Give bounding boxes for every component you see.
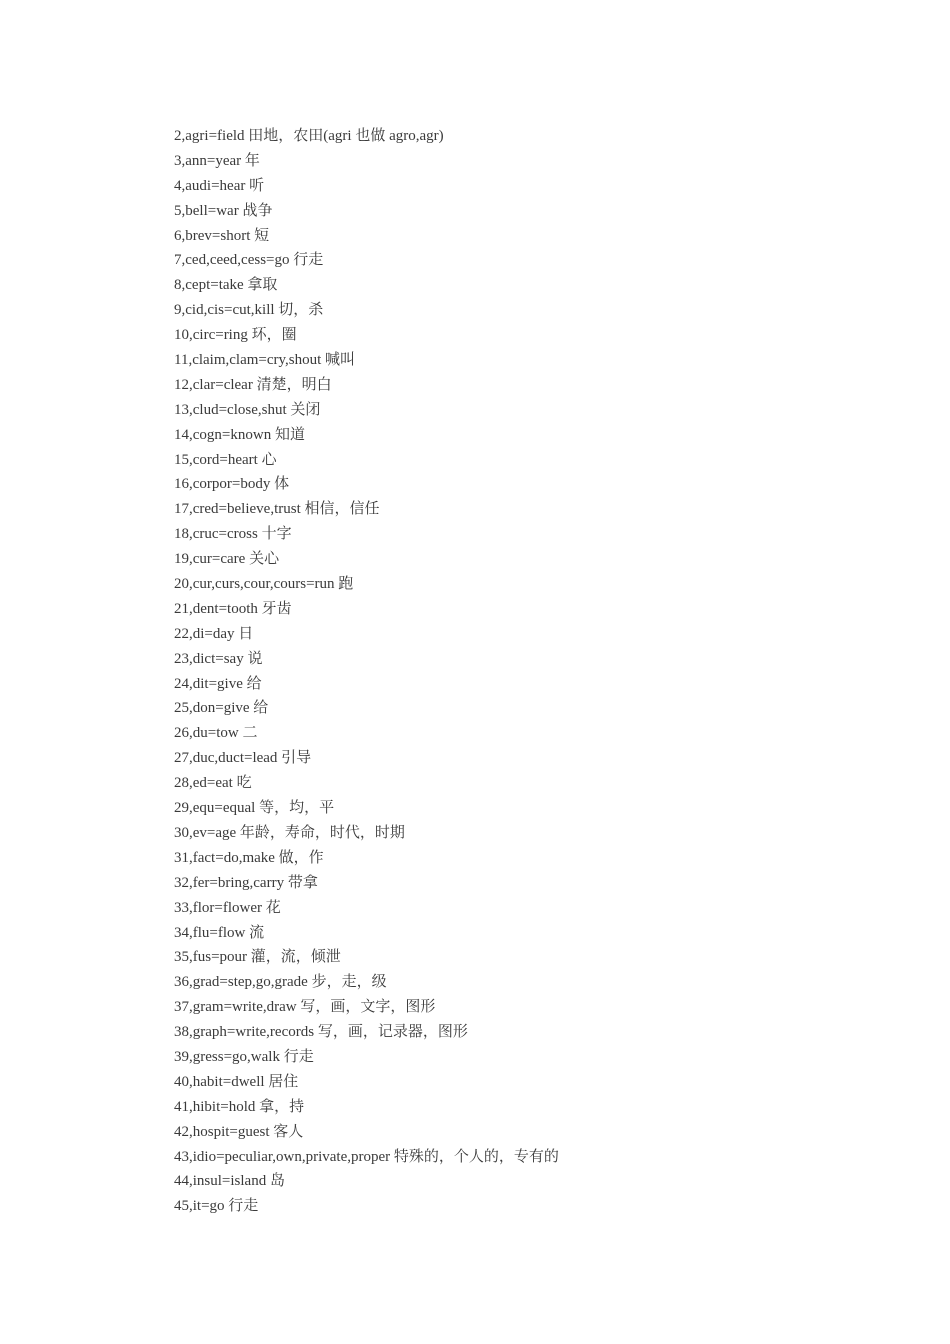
list-item: 22,di=day 日 [174,625,254,642]
list-item: 8,cept=take 拿取 [174,277,278,294]
list-item: 40,habit=dwell 居住 [174,1073,299,1090]
list-item: 26,du=tow 二 [174,725,258,742]
list-item: 25,don=give 给 [174,700,269,717]
list-item: 36,grad=step,go,grade 步，走，级 [174,974,387,991]
list-item: 2,agri=field 田地，农田(agri 也做 agro,agr) [174,128,444,144]
list-item: 13,clud=close,shut 关闭 [174,401,321,418]
list-item: 12,clar=clear 清楚，明白 [174,376,332,393]
list-item: 39,gress=go,walk 行走 [174,1048,314,1065]
list-item: 31,fact=do,make 做，作 [174,849,324,866]
list-item: 32,fer=bring,carry 带拿 [174,874,318,891]
list-item: 33,flor=flower 花 [174,899,281,916]
list-item: 41,hibit=hold 拿，持 [174,1098,305,1115]
list-item: 15,cord=heart 心 [174,451,277,468]
list-item: 6,brev=short 短 [174,227,270,244]
list-item: 45,it=go 行走 [174,1198,259,1215]
list-item: 30,ev=age 年龄，寿命，时代，时期 [174,824,405,841]
list-item: 14,cogn=known 知道 [174,426,305,443]
list-item: 29,equ=equal 等，均，平 [174,800,335,817]
list-item: 16,corpor=body 体 [174,476,290,493]
list-item: 20,cur,curs,cour,cours=run 跑 [174,576,354,593]
list-item: 28,ed=eat 吃 [174,775,252,792]
list-item: 17,cred=believe,trust 相信，信任 [174,501,380,518]
list-item: 19,cur=care 关心 [174,551,280,568]
list-item: 27,duc,duct=lead 引导 [174,750,312,767]
list-item: 5,bell=war 战争 [174,202,273,219]
list-item: 21,dent=tooth 牙齿 [174,600,292,617]
list-item: 42,hospit=guest 客人 [174,1123,304,1140]
list-item: 4,audi=hear 听 [174,177,265,194]
list-item: 7,ced,ceed,cess=go 行走 [174,252,324,269]
list-item: 10,circ=ring 环，圈 [174,327,297,344]
list-item: 23,dict=say 说 [174,650,263,667]
list-item: 24,dit=give 给 [174,675,262,692]
root-word-list [174,124,874,1219]
list-item: 9,cid,cis=cut,kill 切，杀 [174,302,324,319]
list-item: 44,insul=island 岛 [174,1173,285,1190]
list-item: 11,claim,clam=cry,shout 喊叫 [174,352,356,369]
list-item: 35,fus=pour 灌，流，倾泄 [174,949,341,966]
list-item: 43,idio=peculiar,own,private,proper 特殊的，个人的，专有的 [174,1148,559,1165]
list-item: 37,gram=write,draw 写，画，文字，图形 [174,999,436,1016]
list-item: 3,ann=year 年 [174,152,260,169]
list-item: 38,graph=write,records 写，画，记录器，图形 [174,1024,468,1041]
list-item: 18,cruc=cross 十字 [174,526,292,543]
list-item: 34,flu=flow 流 [174,924,265,941]
